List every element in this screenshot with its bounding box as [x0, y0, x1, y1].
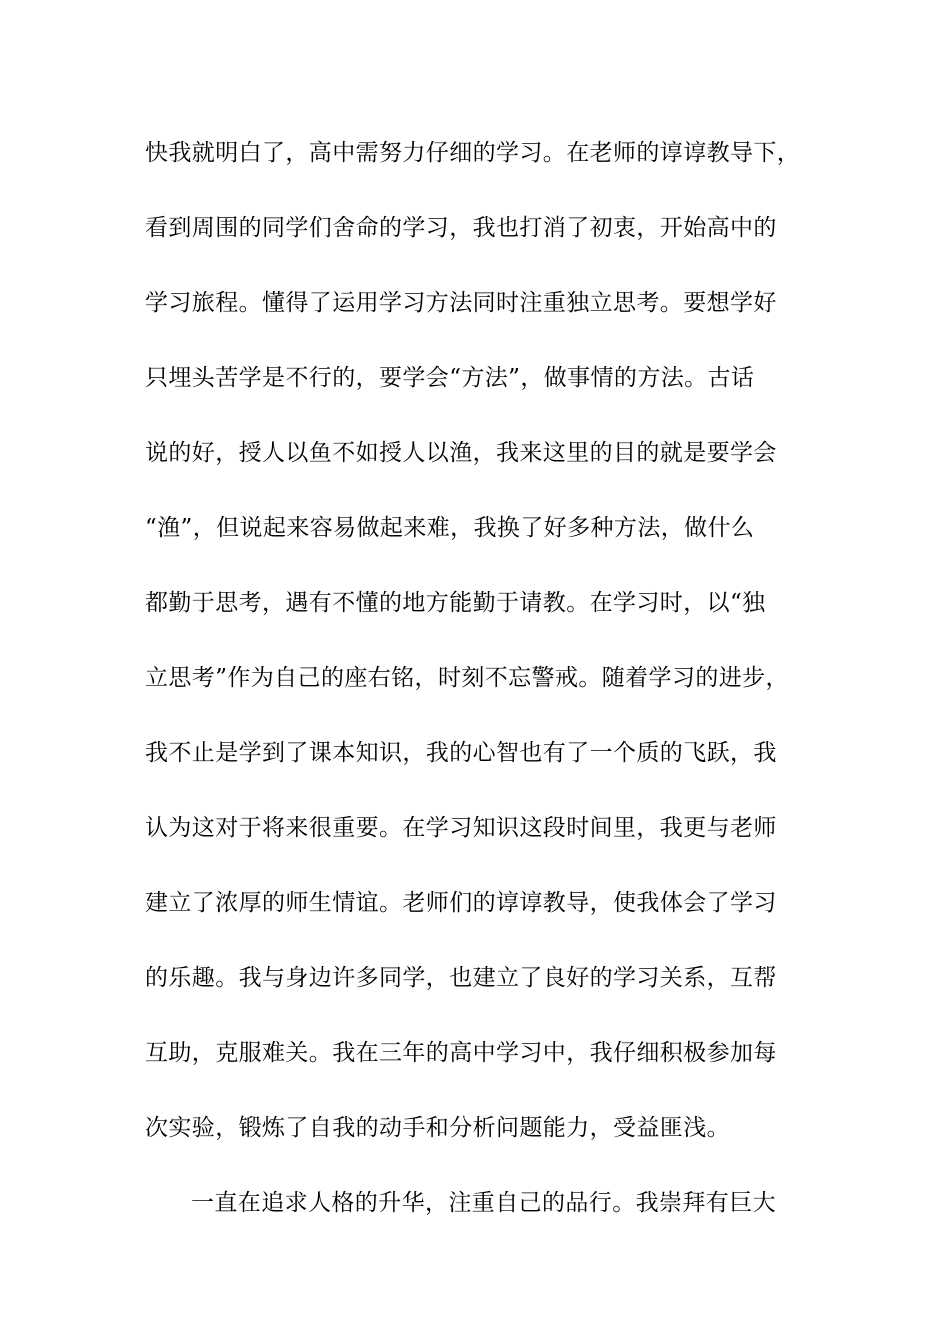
text-line-7: 都勤于思考，遇有不懂的地方能勤于请教。在学习时，以“独 [145, 590, 766, 616]
text-line-2: 看到周围的同学们舍命的学习，我也打消了初衷，开始高中的 [145, 215, 777, 241]
text-line-4: 只埋头苦学是不行的，要学会“方法”，做事情的方法。古话 [145, 365, 755, 391]
text-line-12: 的乐趣。我与身边许多同学，也建立了良好的学习关系，互帮 [145, 965, 777, 991]
text-line-14: 次实验，锻炼了自我的动手和分析问题能力，受益匪浅。 [145, 1115, 730, 1141]
text-line-5: 说的好，授人以鱼不如授人以渔，我来这里的目的就是要学会 [145, 440, 777, 466]
text-line-10: 认为这对于将来很重要。在学习知识这段时间里，我更与老师 [145, 815, 777, 841]
text-line-6: “渔”，但说起来容易做起来难，我换了好多种方法，做什么 [145, 515, 755, 541]
text-line-8: 立思考”作为自己的座右铭，时刻不忘警戒。随着学习的进步， [145, 665, 789, 691]
text-line-1: 快我就明白了，高中需努力仔细的学习。在老师的谆谆教导下， [145, 140, 801, 166]
text-line-3: 学习旅程。懂得了运用学习方法同时注重独立思考。要想学好 [145, 290, 777, 316]
text-line-9: 我不止是学到了课本知识，我的心智也有了一个质的飞跃，我 [145, 740, 777, 766]
text-line-15-paragraph-start: 一直在追求人格的升华，注重自己的品行。我崇拜有巨大 [191, 1190, 776, 1216]
text-line-13: 互助，克服难关。我在三年的高中学习中，我仔细积极参加每 [145, 1040, 777, 1066]
text-line-11: 建立了浓厚的师生情谊。老师们的谆谆教导，使我体会了学习 [145, 890, 777, 916]
body-text [145, 130, 825, 1255]
